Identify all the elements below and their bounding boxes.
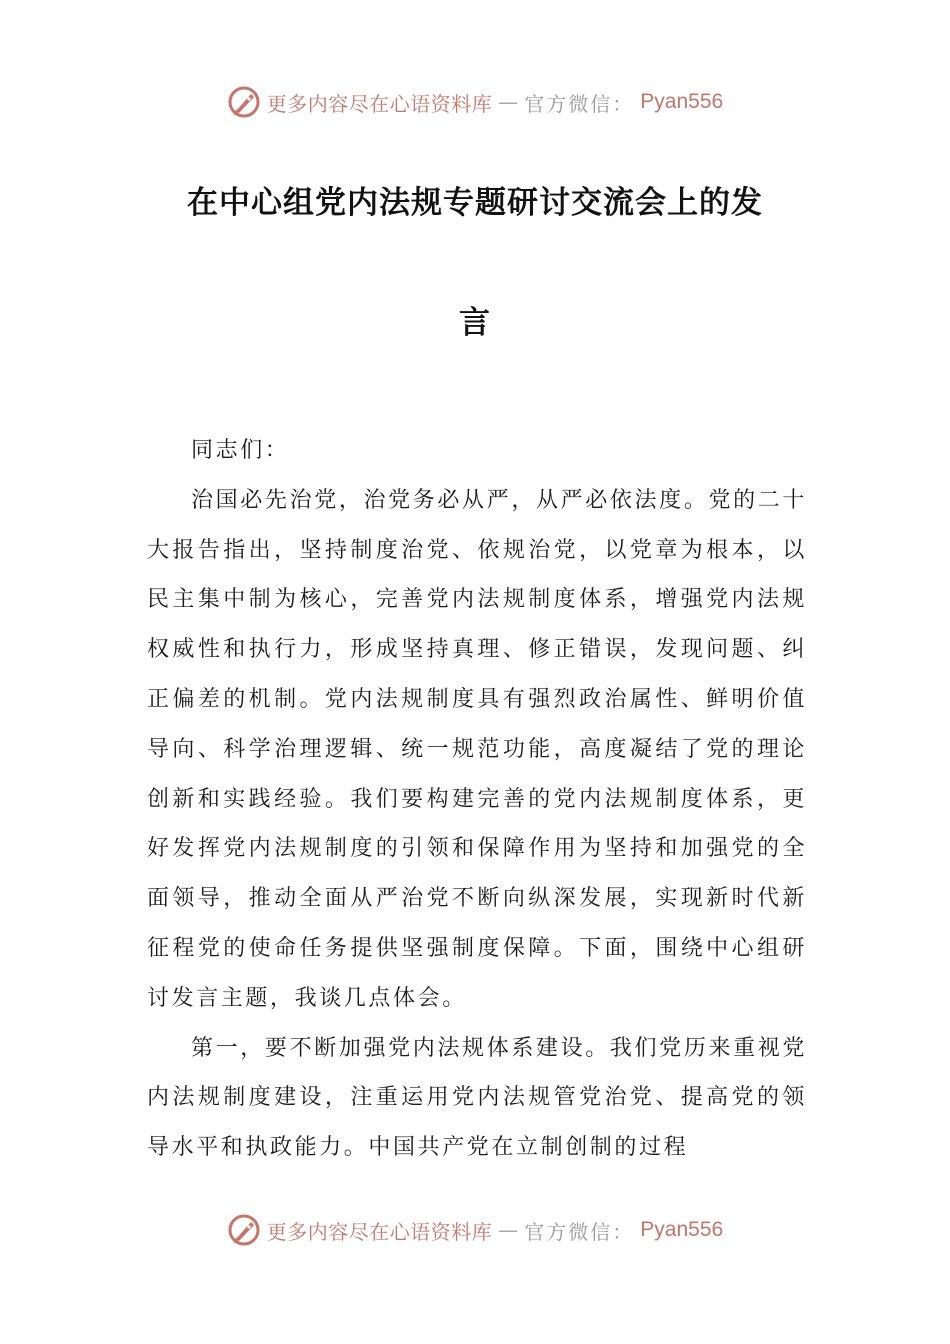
banner-separator: — xyxy=(498,90,519,114)
footer-banner xyxy=(0,1210,950,1250)
banner-wechat-label: 官方微信： xyxy=(524,91,635,116)
document-title-line-2: 言 xyxy=(459,305,491,341)
pen-nib-logo-icon xyxy=(227,1213,261,1247)
banner-site-name: 更多内容尽在心语资料库 xyxy=(266,91,493,116)
document-body xyxy=(147,426,807,1173)
banner-wechat-id: Pyan556 xyxy=(640,90,724,113)
document-title-line-1: 在中心组党内法规专题研讨交流会上的发 xyxy=(187,185,763,221)
greeting: 同志们： xyxy=(191,438,290,463)
paragraph-2: 第一，要不断加强党内法规体系建设。我们党历来重视党内法规制度建设，注重运用党内法规管党治党、提高党的领导水平和执政能力。中国共产党在立制创制的过程 xyxy=(147,1035,807,1161)
footer-site-name: 更多内容尽在心语资料库 xyxy=(266,1219,493,1244)
paragraph-1: 治国必先治党，治党务必从严，从严必依法度。党的二十大报告指出，坚持制度治党、依规治党，以党章为根本，以民主集中制为核心，完善党内法规制度体系，增强党内法规权威性和执行力，形成坚持真理、修正错误，发现问题、纠正偏差的机制。党内法规制度具有强烈政治属性、鲜明价值导向、科学治理逻辑、统一规范功能，高度凝结了党的理论创新和实践经验。我们要构建完善的党内法规制度体系，更好发挥党内法规制度的引领和保障作用为坚持和加强党的全面领导，推动全面从严治党不断向纵深发展，实现新时代新征程党的使命任务提供坚强制度保障。下面，围绕中心组研讨发言主题，我谈几点体会。 xyxy=(147,487,807,1011)
pen-nib-logo-icon xyxy=(227,85,261,119)
header-banner xyxy=(0,82,950,122)
footer-wechat-label: 官方微信： xyxy=(524,1219,635,1244)
footer-separator: — xyxy=(498,1218,519,1242)
footer-wechat-id: Pyan556 xyxy=(640,1218,724,1241)
